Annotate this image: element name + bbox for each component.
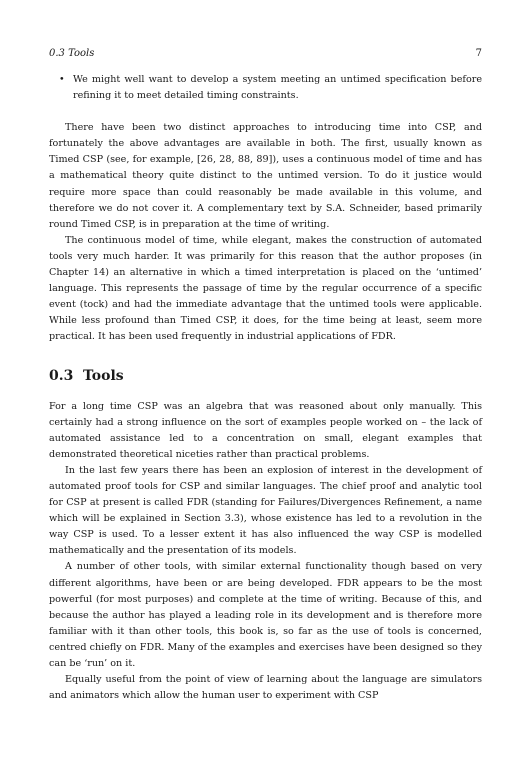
running-head <box>49 47 482 61</box>
paragraph-fdr-tool: In the last few years there has been an explosion of interest in the development of automated proof tools for CSP and similar languages. The chief proof and analytic tool for CSP at present is called FDR (standing for Failures/Divergences Refinement, a name which will be explained in Section 3.3), whose existence has led to a revolution in the way CSP is used. To a lesser extent it has also influenced the way CSP is modelled mathematically and the presentation of its models. <box>49 464 482 557</box>
paragraph-continuous-model: The continuous model of time, while elegant, makes the construction of automated tools very much harder. It was primarily for this reason that the author proposes (in Chapter 14) an alternative in which a timed interpretation is placed on the ‘untimed’ language. This represents the passage of time by the regular occurrence of a specific event (tock) and had the immediate advantage that the untimed tools were applicable. While less profound than Timed CSP, it does, for the time being at least, seem more practical. It has been used frequently in industrial applications of FDR. <box>49 234 482 343</box>
bullet-list <box>49 72 482 104</box>
section-title: Tools <box>83 367 124 384</box>
paragraph-other-tools: A number of other tools, with similar external functionality though based on very different algorithms, have been or are being developed. FDR appears to be the most powerful (for most purposes) and complete at the time of writing. Because of this, and because the author has played a leading role in its development and is therefore more familiar with it than other tools, this book is, so far as the use of tools is concerned, centred chiefly on FDR. Many of the examples and exercises have been designed so they can be ‘run’ on it. <box>49 561 482 669</box>
page-body <box>49 72 482 704</box>
list-item <box>49 72 482 104</box>
running-head-section: 0.3 Tools <box>49 48 95 59</box>
page-number: 7 <box>475 48 482 59</box>
bullet-text: We might well want to develop a system meeting an untimed specification before refining it to meet detailed timing constraints. <box>73 74 482 102</box>
section-number: 0.3 <box>49 367 74 384</box>
paragraph-simulators: Equally useful from the point of view of learning about the language are simulators and animators which allow the human user to experiment with CSP <box>49 674 482 702</box>
paragraph-timed-csp-approaches: There have been two distinct approaches to introducing time into CSP, and fortunately the above advantages are available in both. The first, usually known as Timed CSP (see, for example, [26, 28, 88, 89]), uses a continuous model of time and has a mathematical theory quite distinct to the untimed version. To do it justice would require more space than could reasonably be made available in this volume, and therefore we do not cover it. A complementary text by S.A. Schneider, based primarily round Timed CSP, is in preparation at the time of writing. <box>49 122 482 230</box>
paragraph-manual-algebra: For a long time CSP was an algebra that was reasoned about only manually. This certainly had a strong influence on the sort of examples people worked on – the lack of automated assistance led to a concentration on small, elegant examples that demonstrated theoretical niceties rather than practical problems. <box>49 400 482 460</box>
bullet-icon: • <box>59 74 65 85</box>
section-heading <box>49 367 482 385</box>
